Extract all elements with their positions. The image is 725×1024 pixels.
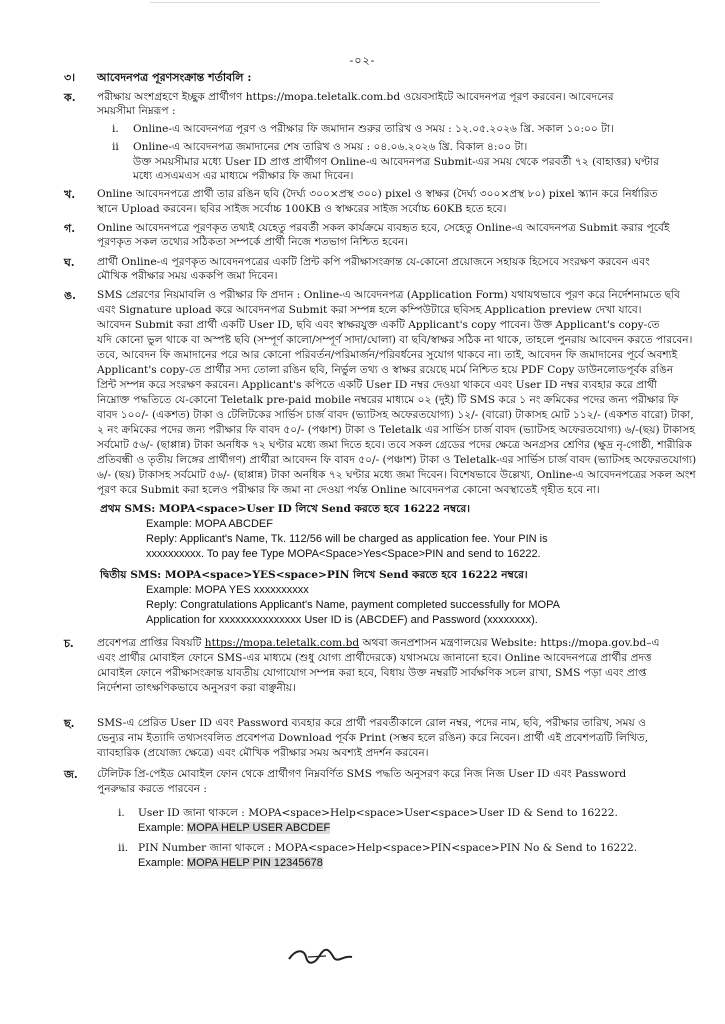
cha-line-4: নির্দেশনা তাৎক্ষণিকভাবে অনুসরণ করা বাঞ্ছনীয়। — [97, 682, 296, 694]
kha-line-1: Online আবেদনপত্রে প্রার্থী তার রঙিন ছবি (দৈর্ঘ্য ৩০০×প্রস্থ ৩০০) pixel ও স্বাক্ষর (দৈর্ঘ্য ৩০০×প্রস্থ ৮০) pixel স্ক্যান করে নির্ধারিত — [97, 188, 658, 200]
kha-line-2: স্থানে Upload করবেন। ছবির সাইজ সর্বোচ্চ 100KB ও স্বাক্ষরের সাইজ সর্বোচ্চ 60KB হতে হবে। — [97, 203, 507, 215]
item-label-ka: ক. — [64, 91, 76, 104]
section-number: ৩। — [64, 71, 76, 84]
ka-sub1-text: Online-এ আবেদনপত্র পূরণ ও পরীক্ষার ফি জমাদান শুরুর তারিখ ও সময় : ১২.০৫.২০২৬ খ্রি. সকাল ১০:০০ টা। — [133, 123, 614, 135]
ka-sub2-label: ii — [112, 141, 119, 153]
uma-line: SMS প্রেরণের নিয়মাবলি ও পরীক্ষার ফি প্রদান : Online-এ আবেদনপত্র (Application Form) যথাযথভাবে পূরণ করে নির্দেশনামতে ছবি — [97, 289, 680, 301]
item-label-chha: ছ. — [64, 717, 75, 730]
teletalk-link[interactable]: https://mopa.teletalk.com.bd — [204, 637, 360, 649]
uma-line: বাবদ ১০০/- (একশত) টাকা ও টেলিটকের সার্ভিস চার্জ বাবদ (ভ্যাটসহ অফেরতযোগ্য) ১২/- (বারো) টাকাসহ মোট ১১২/- (একশত বারো) টাকা, — [97, 409, 694, 421]
ja-sub2-label: ii. — [118, 842, 129, 854]
sms1-reply-line-1: Reply: Applicant's Name, Tk. 112/56 will be charged as application fee. Your PIN is — [146, 533, 548, 545]
section-title: আবেদনপত্র পূরণসংক্রান্ত শর্তাবলি : — [97, 71, 252, 84]
uma-line: আবেদন Submit করা প্রার্থী একটি User ID, ছবি এবং স্বাক্ষরযুক্ত একটি Applicant's copy পাবেন। উক্ত Applicant's copy-তে — [97, 319, 660, 331]
sms2-reply-line-2: Application for xxxxxxxxxxxxxxx User ID is (ABCDEF) and Password (xxxxxxxx). — [146, 614, 538, 626]
ja-line-1: টেলিটক প্রি-পেইড মোবাইল ফোন থেকে প্রার্থীগণ নিম্নবর্ণিত SMS পদ্ধতি অনুসরণ করে নিজ নিজ User ID এবং Password — [97, 768, 627, 780]
ja-sub1-label: i. — [118, 807, 125, 819]
cha-line-1-post: অথবা জনপ্রশাসন মন্ত্রণালয়ের Website: https://mopa.gov.bd–এ — [359, 637, 660, 649]
ka-sub2-line-3: মধ্যে এসএমএস এর মাধ্যমে পরীক্ষার ফি জমা দিবেন। — [133, 170, 354, 182]
uma-line: প্রতিবন্ধী ও তৃতীয় লিঙ্গের প্রার্থীগণ) প্রার্থীরা আবেদন ফি বাবদ ৫০/- (পঞ্চাশ) টাকা ও Teletalk-এর সার্ভিস চার্জ বাবদ (ভ্যাটসহ অফেরতযোগ্য) — [97, 454, 697, 466]
ja-sub1-example — [138, 822, 330, 835]
signature-icon — [286, 945, 356, 973]
chha-line-3: ব্যাবহারিক (প্রযোজ্য ক্ষেত্রে) এবং মৌখিক পরীক্ষার সময় অবশ্যই প্রদর্শন করবেন। — [97, 747, 429, 759]
gha-line-1: প্রার্থী Online-এ পূরণকৃত আবেদনপত্রের একটি প্রিন্ট কপি পরীক্ষাসংক্রান্ত যে-কোনো প্রয়োজনে সহায়ক হিসেবে সংরক্ষণ করবেন এবং — [97, 256, 650, 268]
ga-line-2: পূরণকৃত সকল তথ্যের সঠিকতা সম্পর্কে প্রার্থী নিজে শতভাগ নিশ্চিত হবেন। — [97, 236, 409, 248]
uma-line: যদি কোনো ভুল থাকে বা অস্পষ্ট ছবি (সম্পূর্ণ কালো/সম্পূর্ণ সাদা/ঘোলা) বা ছবি/স্বাক্ষর সঠিক না থাকে, তাহলে পুনরায় আবেদন করতে পারবেন। — [97, 334, 693, 346]
sms1-example: Example: MOPA ABCDEF — [146, 518, 273, 530]
uma-line: ২ নং ক্রমিকের পদের জন্য পরীক্ষার ফি বাবদ ৫০/- (পঞ্চাশ) টাকা ও Teletalk এর সার্ভিস চার্জ বাবদ (ভ্যাটসহ অফেরতযোগ্য) ৬/-(ছয়) টাকাসহ — [97, 424, 695, 436]
cha-line-1-pre: প্রবেশপত্র প্রাপ্তির বিষয়টি — [97, 637, 205, 649]
uma-line: এবং Signature upload করে আবেদনপত্র Submit করা সম্পন্ন হলে কম্পিউটারে ছবিসহ Application preview দেখা যাবে। — [97, 304, 642, 316]
gha-line-2: মৌখিক পরীক্ষার সময় এককপি জমা দিবেন। — [97, 270, 278, 282]
item-label-gha: ঘ. — [64, 256, 75, 269]
chha-line-2: ভেন্যুর নাম ইত্যাদি তথ্যসংবলিত প্রবেশপত্র Download পূর্বক Print (সম্ভব হলে রঙিন) করে নিবেন। প্রার্থী এই প্রবেশপত্রটি লিখিত, — [97, 732, 649, 744]
page-number: -০২- — [349, 54, 376, 67]
cha-line-1 — [97, 637, 660, 650]
chha-line-1: SMS-এ প্রেরিত User ID এবং Password ব্যবহার করে প্রার্থী পরবর্তীকালে রোল নম্বর, পদের নাম, ছবি, পরীক্ষার তারিখ, সময় ও — [97, 717, 646, 729]
ja-sub2-example — [138, 857, 323, 870]
item-label-ga: গ. — [64, 222, 76, 235]
ga-line-1: Online আবেদনপত্রে পূরণকৃত তথ্যই যেহেতু পরবর্তী সকল কার্যক্রমে ব্যবহৃত হবে, সেহেতু Online-এ আবেদনপত্র Submit করার পূর্বেই — [97, 222, 670, 234]
ka-sub2-text: Online-এ আবেদনপত্র জমাদানের শেষ তারিখ ও সময় : ০৪.০৬.২০২৬ খ্রি. বিকাল ৪:০০ টা। — [133, 141, 528, 153]
ja-sub1-example-highlight: MOPA HELP USER ABCDEF — [186, 822, 331, 834]
sms1-heading: প্রথম SMS: MOPA<space>User ID লিখে Send করতে হবে 16222 নম্বরে। — [100, 503, 471, 515]
uma-line: নিম্নোক্ত পদ্ধতিতে যে-কোনো Teletalk pre-paid mobile নম্বরের মাধ্যমে ০২ (দুই) টি SMS করে ১ নং ক্রমিকের পদের জন্য পরীক্ষার ফি — [97, 394, 679, 406]
item-label-ja: জ. — [64, 768, 78, 781]
ja-sub2-example-pre: Example: — [138, 857, 187, 869]
ka-line-1: পরীক্ষায় অংশগ্রহণে ইচ্ছুক প্রার্থীগণ https://mopa.teletalk.com.bd ওয়েবসাইটে আবেদনপত্র পূরণ করবেন। আবেদনের — [97, 91, 614, 103]
ka-sub1-label: i. — [112, 123, 119, 135]
ja-sub1-text: User ID জানা থাকলে : MOPA<space>Help<space>User<space>User ID & Send to 16222. — [138, 807, 618, 819]
ja-line-2: পুনরুদ্ধার করতে পারবেন : — [97, 783, 207, 795]
ja-sub1-example-pre: Example: — [138, 822, 187, 834]
ka-sub2-line-2: উক্ত সময়সীমার মধ্যে User ID প্রাপ্ত প্রার্থীগণ Online-এ আবেদনপত্র Submit-এর সময় থেকে পরবর্তী ৭২ (বাহাত্তর) ঘণ্টার — [133, 156, 659, 168]
uma-line: Applicant's copy-তে প্রার্থীর সদ্য তোলা রঙিন ছবি, নির্ভুল তথ্য ও স্বাক্ষর রয়েছে মর্মে নিশ্চিত হয়ে PDF Copy ডাউনলোডপূর্বক রঙিন — [97, 364, 674, 376]
sms2-reply-line-1: Reply: Congratulations Applicant's Name, payment completed successfully for MOPA — [146, 599, 560, 611]
uma-line: ৬/- (ছয়) টাকাসহ সর্বমোট ৫৬/- (ছাপ্পান্ন) টাকা অনধিক ৭২ ঘণ্টার মধ্যে জমা দিবেন। বিশেষভাবে উল্লেখ্য, Online-এ আবেদনপত্রের সকল অংশ — [97, 469, 696, 481]
uma-line: প্রিন্ট সম্পন্ন করে সংরক্ষণ করবেন। Applicant's কপিতে একটি User ID নম্বর দেওয়া থাকবে এবং User ID নম্বর ব্যবহার করে প্রার্থী — [97, 379, 657, 391]
uma-line: তবে, আবেদন ফি জমাদানের পরে আর কোনো পরিবর্তন/পরিমার্জন/পরিবর্ধনের সুযোগ থাকবে না। তাই, আবেদন ফি জমাদানের পূর্বে অবশ্যই — [97, 349, 678, 361]
ka-line-2: সময়সীমা নিম্নরূপ : — [97, 105, 176, 117]
ja-sub2-example-highlight: MOPA HELP PIN 12345678 — [186, 857, 323, 869]
top-rule — [150, 2, 600, 3]
uma-line: সর্বমোট ৫৬/- (ছাপ্পান্ন) টাকা অনধিক ৭২ ঘণ্টার মধ্যে জমা দিতে হবে। তবে সকল গ্রেডের পদের ক্ষেত্রে অনগ্রসর শ্রেণির (ক্ষুদ্র নৃ-গোষ্ঠী, শারীরিক — [97, 439, 692, 451]
cha-line-2: এবং প্রার্থীর মোবাইল ফোনে SMS-এর মাধ্যমে (শুধু যোগ্য প্রার্থীদেরকে) যথাসময়ে জানানো হবে। Online আবেদনপত্রে প্রার্থীর প্রদত্ত — [97, 652, 652, 664]
uma-line: পূরণ করে Submit করা হলেও পরীক্ষার ফি জমা না দেওয়া পর্যন্ত Online আবেদনপত্র কোনো অবস্থাতেই গৃহীত হবে না। — [97, 484, 600, 496]
cha-line-3: মোবাইল ফোনে পরীক্ষাসংক্রান্ত যাবতীয় যোগাযোগ সম্পন্ন করা হবে, বিধায় উক্ত নম্বরটি সার্বক্ষণিক সচল রাখা, SMS পড়া এবং প্রাপ্ত — [97, 667, 647, 679]
item-label-cha: চ. — [64, 637, 74, 650]
sms1-reply-line-2: xxxxxxxxxx. To pay fee Type MOPA<Space>Yes<Space>PIN and send to 16222. — [146, 548, 541, 560]
sms2-heading: দ্বিতীয় SMS: MOPA<space>YES<space>PIN লিখে Send করতে হবে 16222 নম্বরে। — [100, 569, 528, 581]
item-label-kha: খ. — [64, 188, 76, 201]
sms2-example: Example: MOPA YES xxxxxxxxxx — [146, 584, 309, 596]
ja-sub2-text: PIN Number জানা থাকলে : MOPA<space>Help<space>PIN<space>PIN No & Send to 16222. — [138, 842, 638, 854]
item-label-uma: ঙ. — [64, 289, 76, 302]
